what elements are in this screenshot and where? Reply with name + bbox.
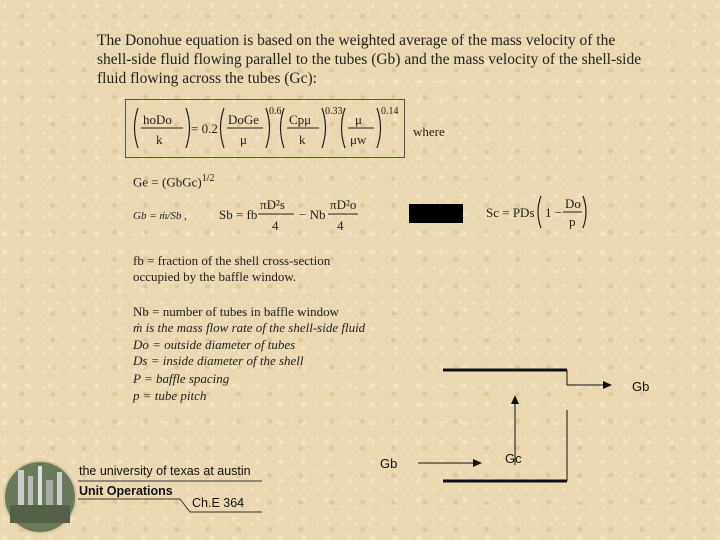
t3-denominator: k [299, 132, 306, 147]
sb-term2-numerator: πD²o [330, 197, 357, 212]
t3-exponent: 0.33 [325, 106, 343, 117]
def-do: Do = outside diameter of tubes [133, 337, 296, 352]
sc-formula: Sc = PDs [486, 205, 535, 220]
t3-numerator: Cpμ [289, 112, 312, 127]
figure-label-gb-right: Gb [632, 379, 650, 394]
fb-definition-line1: fb = fraction of the shell cross-section [133, 253, 331, 268]
sb-term1-numerator: πD²s [260, 197, 285, 212]
gb-formula: Gb = ṁ/Sb , [133, 210, 187, 222]
t2-exponent: 0.6 [269, 106, 282, 117]
ge-exponent: 1/2 [201, 173, 215, 184]
lhs-numerator: hoDo [143, 112, 172, 127]
sb-term1-denominator: 4 [272, 218, 279, 233]
t2-denominator: μ [240, 132, 247, 147]
t4-numerator: μ [355, 112, 362, 127]
course-code: Ch.E 364 [192, 496, 245, 510]
fb-definition-line2: occupied by the baffle window. [133, 269, 297, 284]
sc-one-minus: 1 − [545, 205, 563, 220]
course-name: Unit Operations [79, 484, 173, 498]
sb-minus-nb: − Nb [299, 207, 326, 222]
ge-formula: Ge = (GbGc)$^{1/2}$ [133, 173, 215, 190]
def-tube-pitch: p = tube pitch [133, 388, 207, 403]
def-ds: Ds = inside diameter of the shell [133, 353, 304, 368]
figure-label-gb-left: Gb [380, 456, 398, 471]
t4-denominator: μw [350, 132, 367, 147]
def-nb: Nb = number of tubes in baffle window [133, 304, 340, 319]
def-baffle-spacing: P = baffle spacing [133, 371, 230, 386]
sb-formula: Sb = fb [219, 207, 258, 222]
where-label: where [413, 124, 445, 139]
t4-exponent: 0.14 [381, 106, 399, 117]
t2-numerator: DoGe [228, 112, 260, 127]
university-name: the university of texas at austin [79, 464, 251, 478]
sb-term2-denominator: 4 [337, 218, 344, 233]
redaction-block [409, 204, 463, 223]
sc-denominator: p [569, 214, 576, 229]
sc-numerator: Do [565, 196, 581, 211]
figure-label-gc: Gc [505, 451, 522, 466]
intro-paragraph: The Donohue equation is based on the weighted average of the mass velocity of the shell-side fluid flowing parallel to the tubes (Gb) and the mass velocity of the shell-side fluid flowing across the tubes (Gc): [97, 32, 642, 87]
equation-coefficient: = 0.2 [191, 121, 218, 136]
def-mdot: ṁ is the mass flow rate of the shell-side fluid [133, 320, 366, 335]
lhs-denominator: k [156, 132, 163, 147]
